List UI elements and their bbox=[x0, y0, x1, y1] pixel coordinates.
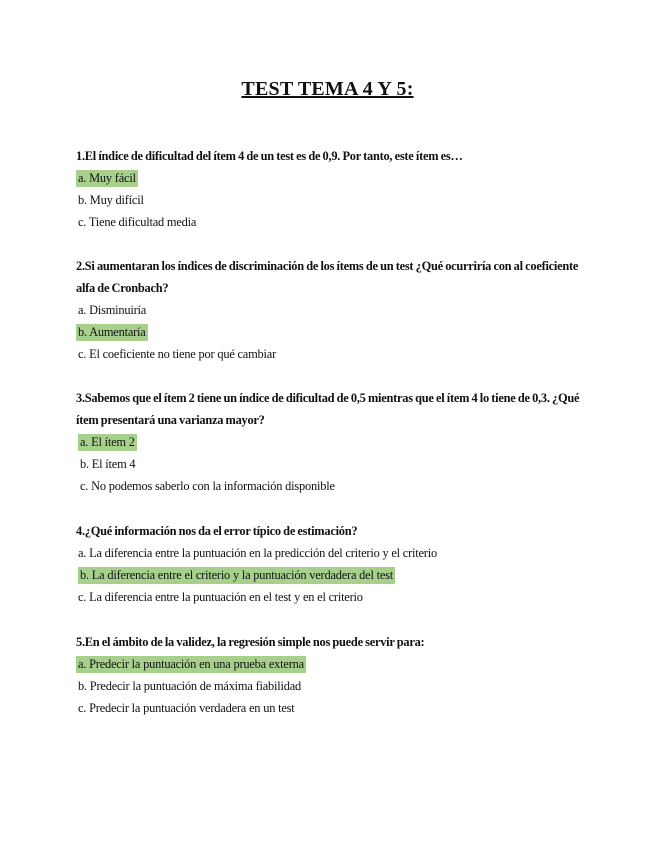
question-5 bbox=[76, 631, 596, 719]
answer-option-correct: a. Muy fácil bbox=[78, 171, 136, 185]
question-2 bbox=[76, 255, 596, 365]
question-text: 2.Si aumentaran los índices de discriminación de los ítems de un test ¿Qué ocurriría con al coeficiente alfa de Cronbach? bbox=[76, 259, 579, 295]
question-text: 4.¿Qué información nos da el error típico de estimación? bbox=[76, 524, 358, 538]
answer-option-correct: a. Predecir la puntuación en una prueba externa bbox=[78, 657, 304, 671]
page-title: TEST TEMA 4 Y 5: bbox=[241, 78, 414, 100]
question-text: 1.El índice de dificultad del ítem 4 de un test es de 0,9. Por tanto, este ítem es… bbox=[76, 149, 463, 163]
answer-option: c. Predecir la puntuación verdadera en un test bbox=[78, 701, 295, 715]
answer-option: c. El coeficiente no tiene por qué cambiar bbox=[78, 347, 277, 361]
question-1 bbox=[76, 145, 596, 233]
answer-option: c. Tiene dificultad media bbox=[78, 215, 197, 229]
answer-option-correct: b. Aumentaría bbox=[78, 325, 146, 339]
answer-option: a. Disminuiría bbox=[78, 303, 147, 317]
answer-option: c. La diferencia entre la puntuación en el test y en el criterio bbox=[78, 590, 363, 604]
answer-option: b. El ítem 4 bbox=[80, 457, 136, 471]
question-text: 5.En el ámbito de la validez, la regresión simple nos puede servir para: bbox=[76, 635, 425, 649]
answer-option-correct: b. La diferencia entre el criterio y la puntuación verdadera del test bbox=[80, 568, 394, 582]
answer-option-correct: a. El ítem 2 bbox=[80, 435, 135, 449]
answer-option: b. Predecir la puntuación de máxima fiabilidad bbox=[78, 679, 302, 693]
question-4 bbox=[76, 520, 596, 608]
answer-option: a. La diferencia entre la puntuación en la predicción del criterio y el criterio bbox=[78, 546, 437, 560]
question-3 bbox=[76, 387, 596, 497]
question-text: 3.Sabemos que el ítem 2 tiene un índice de dificultad de 0,5 mientras que el ítem 4 lo tiene de 0,3. ¿Qué ítem presentará una varianza mayor? bbox=[76, 391, 580, 427]
answer-option: b. Muy difícil bbox=[78, 193, 144, 207]
answer-option: c. No podemos saberlo con la información disponible bbox=[80, 479, 335, 493]
